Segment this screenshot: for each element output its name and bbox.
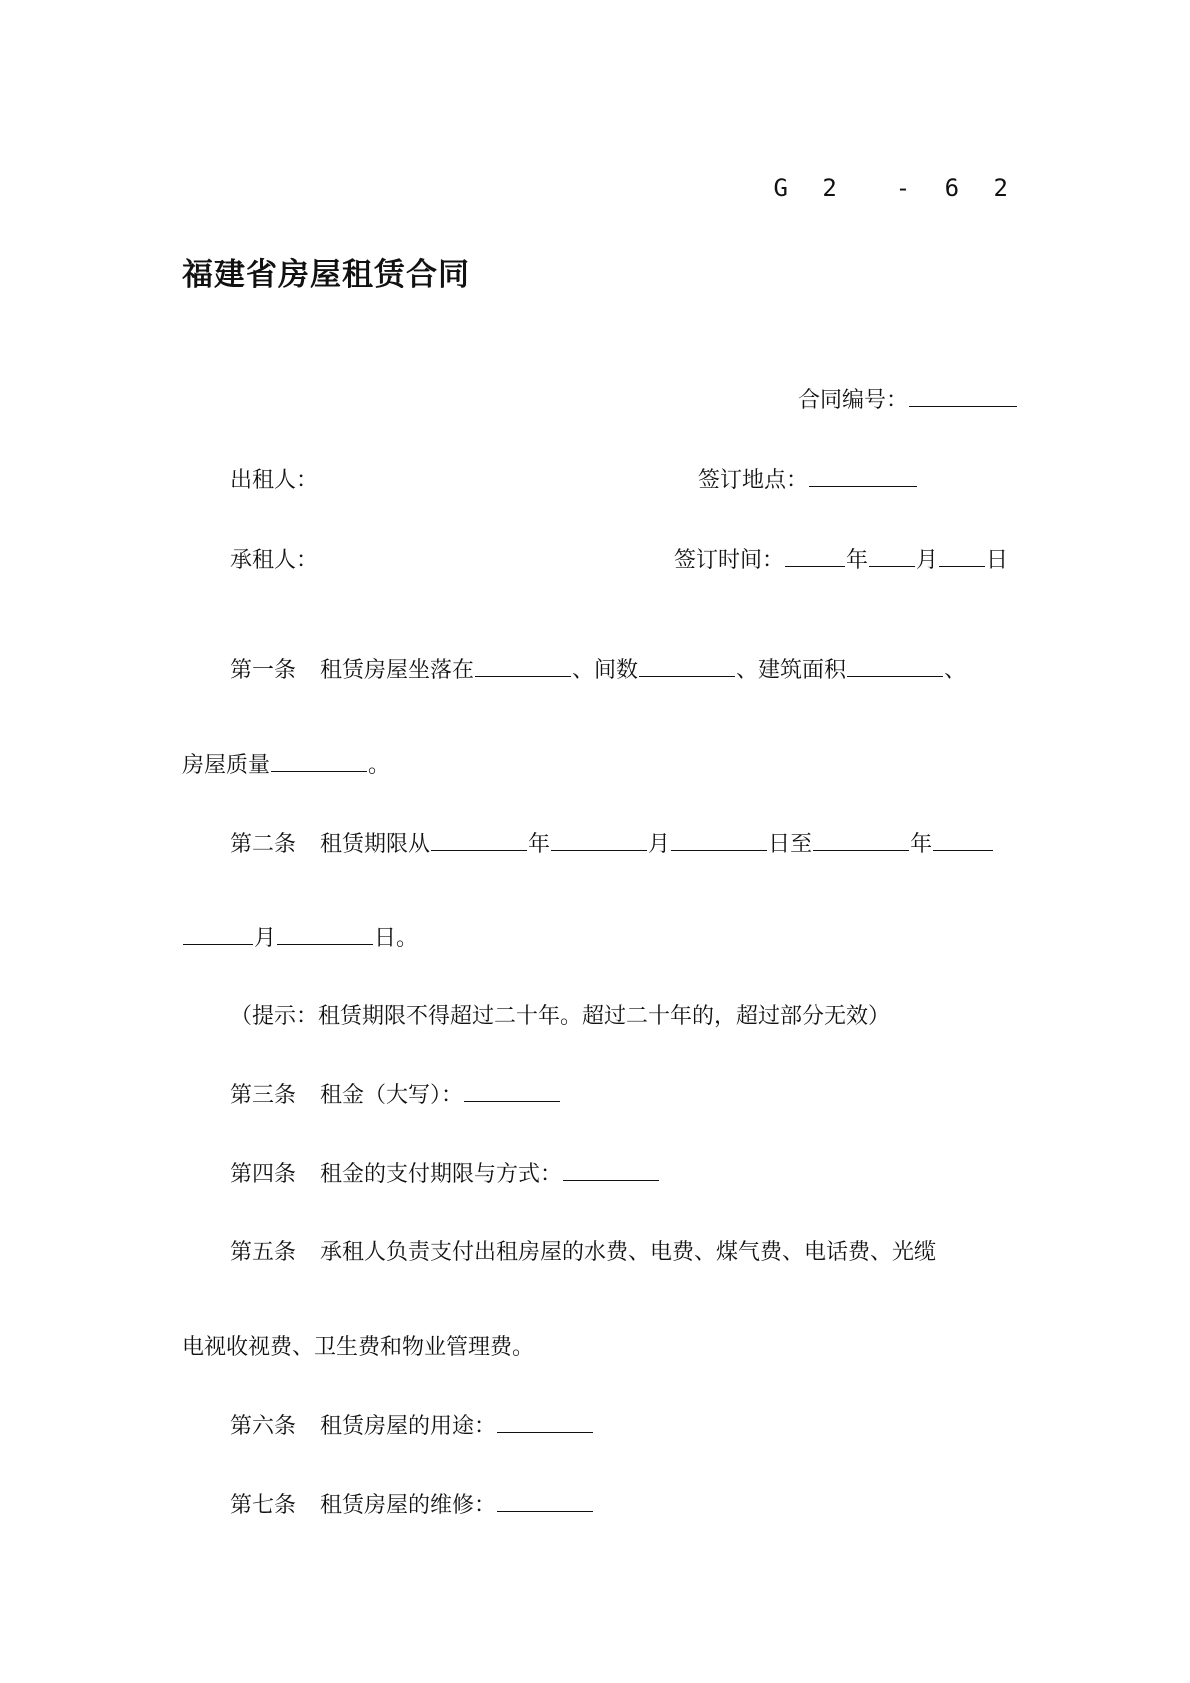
sign-month-label: 月 — [915, 548, 938, 573]
article-1-rooms-label: 、间数 — [572, 658, 639, 683]
end-year-label: 年 — [910, 832, 933, 857]
location-blank — [475, 675, 571, 677]
rooms-blank — [639, 675, 735, 677]
sign-day-blank — [939, 565, 985, 567]
article-1-line-2 — [182, 755, 390, 777]
article-1-separator: 、 — [944, 658, 967, 683]
quality-blank — [271, 770, 367, 772]
end-month-blank-part-1 — [933, 849, 993, 851]
end-year-blank — [813, 849, 909, 851]
article-5-text-1: 承租人负责支付出租房屋的水费、电费、煤气费、电话费、光缆 — [320, 1240, 937, 1265]
article-5-line-2: 电视收视费、卫生费和物业管理费。 — [182, 1335, 535, 1360]
lessee-label: 承租人： — [230, 548, 319, 573]
article-3-text: 租金（大写）： — [320, 1083, 464, 1108]
contract-number-blank — [909, 405, 1017, 407]
article-2-line-2 — [182, 928, 418, 950]
article-1-number: 第一条 — [230, 658, 297, 683]
sign-year-blank — [785, 565, 845, 567]
article-1-line-1 — [230, 660, 966, 682]
end-day-label: 日。 — [374, 926, 419, 951]
contract-number-label: 合同编号： — [797, 388, 908, 413]
contract-number-row — [798, 390, 1018, 412]
article-1-end: 。 — [368, 753, 391, 778]
lessor-label: 出租人： — [230, 468, 319, 493]
end-month-label: 月 — [254, 926, 277, 951]
article-7-number: 第七条 — [230, 1493, 297, 1518]
term-hint: （提示：租赁期限不得超过二十年。超过二十年的，超过部分无效） — [230, 1004, 891, 1029]
article-5-line-1 — [230, 1242, 936, 1264]
article-2-number: 第二条 — [230, 832, 297, 857]
sign-time-row — [674, 550, 1008, 572]
article-2-line-1 — [230, 834, 994, 856]
start-year-blank — [431, 849, 527, 851]
area-blank — [847, 675, 943, 677]
sign-day-label: 日 — [985, 548, 1008, 573]
article-3 — [230, 1085, 561, 1107]
article-7 — [230, 1495, 594, 1517]
article-1-area-label: 、建筑面积 — [736, 658, 847, 683]
sign-place-label: 签订地点： — [698, 468, 809, 493]
usage-blank — [497, 1431, 593, 1433]
article-1-location-label: 租赁房屋坐落在 — [320, 658, 475, 683]
article-6-text: 租赁房屋的用途： — [320, 1414, 497, 1439]
start-year-label: 年 — [528, 832, 551, 857]
sign-time-label: 签订时间： — [673, 548, 784, 573]
start-day-to-label: 日至 — [768, 832, 813, 857]
sign-month-blank — [869, 565, 915, 567]
article-4 — [230, 1164, 660, 1186]
rent-amount-blank — [464, 1100, 560, 1102]
article-7-text: 租赁房屋的维修： — [320, 1493, 497, 1518]
article-5-number: 第五条 — [230, 1240, 297, 1265]
document-code: G 2 - 6 2 — [773, 174, 1018, 202]
end-day-blank — [277, 943, 373, 945]
article-4-text: 租金的支付期限与方式： — [320, 1162, 563, 1187]
payment-method-blank — [563, 1179, 659, 1181]
page-title: 福建省房屋租赁合同 — [182, 257, 470, 293]
start-day-blank — [671, 849, 767, 851]
end-month-blank-part-2 — [183, 943, 253, 945]
sign-place-row — [698, 470, 918, 492]
article-2-term-label: 租赁期限从 — [320, 832, 431, 857]
article-3-number: 第三条 — [230, 1083, 297, 1108]
article-6-number: 第六条 — [230, 1414, 297, 1439]
start-month-label: 月 — [648, 832, 671, 857]
article-4-number: 第四条 — [230, 1162, 297, 1187]
article-6 — [230, 1416, 594, 1438]
start-month-blank — [551, 849, 647, 851]
article-1-quality-label: 房屋质量 — [182, 753, 271, 778]
sign-year-label: 年 — [845, 548, 868, 573]
maintenance-blank — [497, 1510, 593, 1512]
sign-place-blank — [809, 485, 917, 487]
